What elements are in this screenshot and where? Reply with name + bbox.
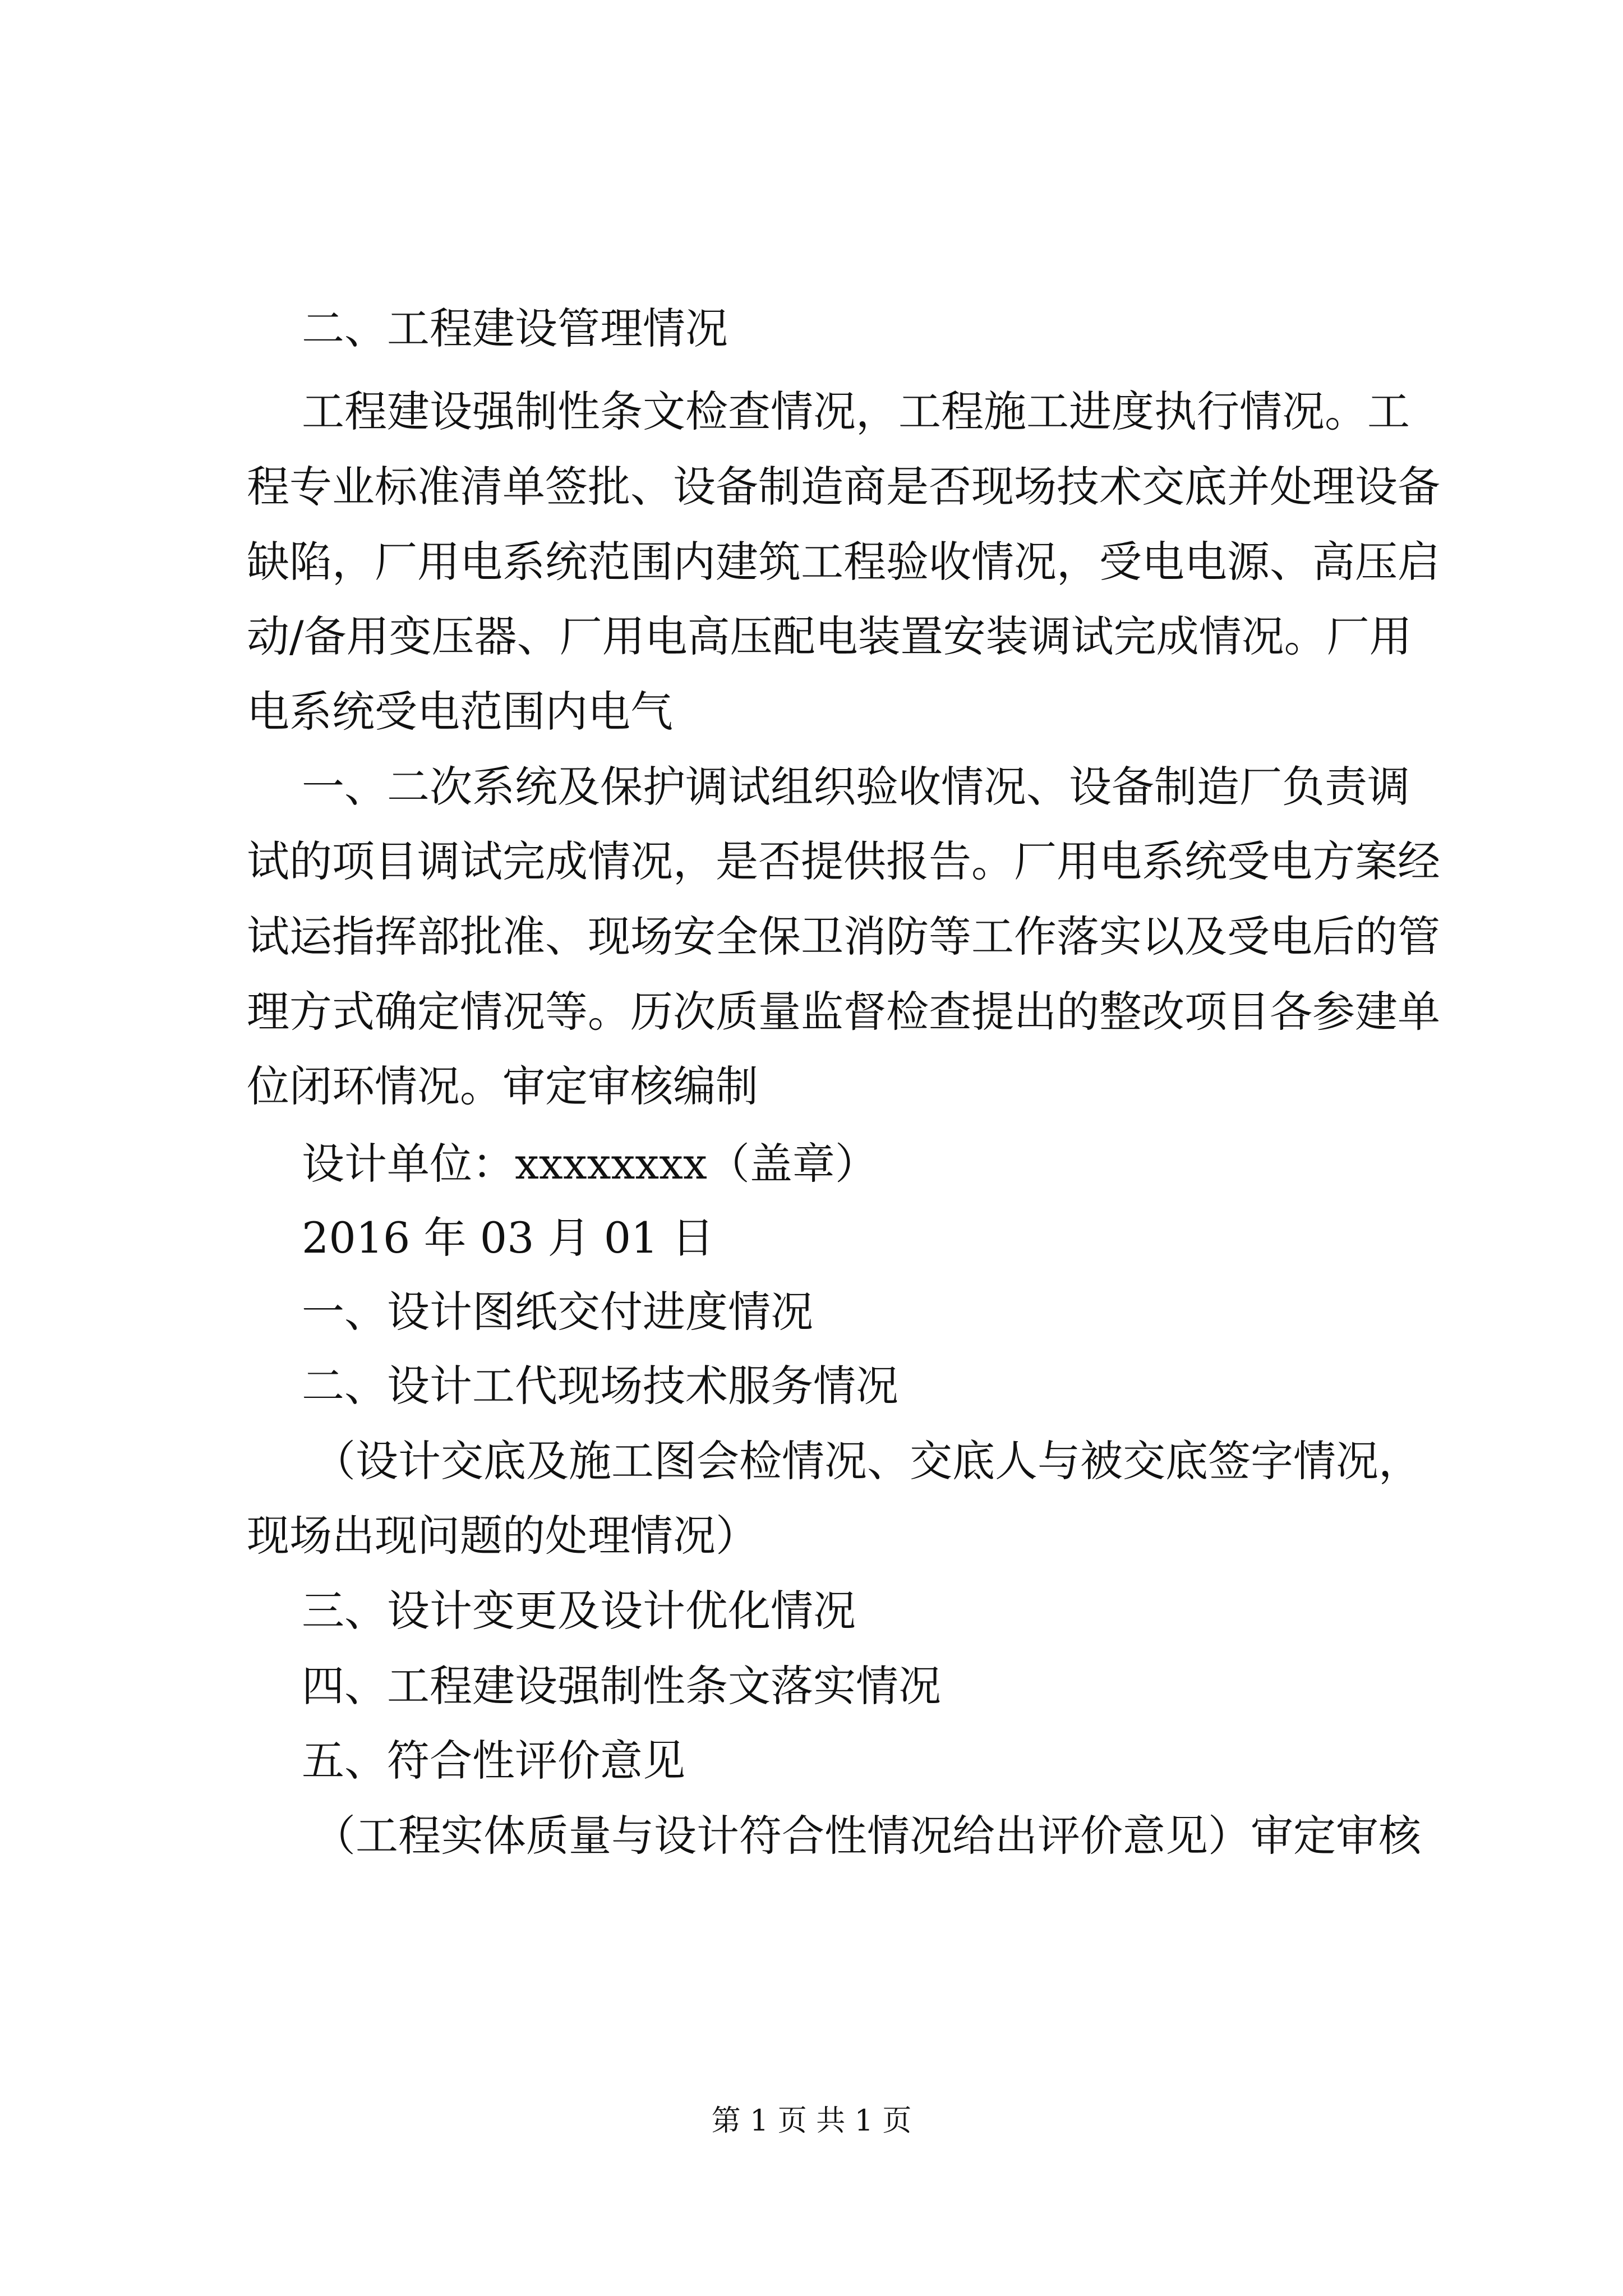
page-number-label: 第 1 页 共 1 页 [711,2104,912,2138]
section-heading: 三、设计变更及设计优化情况 [302,1586,856,1636]
paragraph-line: 工程建设强制性条文检查情况，工程施工进度执行情况。工 [302,386,1410,436]
design-unit-line: 设计单位：xxxxxxxx（盖章） [302,1139,878,1189]
paragraph-line: 现场出现问题的处理情况） [247,1511,758,1561]
date-line: 2016 年 03 月 01 日 [302,1213,714,1263]
paragraph-line: 理方式确定情况等。历次质量监督检查提出的整改项目各参建单 [247,987,1440,1037]
paragraph-line: 程专业标准清单签批、设备制造商是否现场技术交底并处理设备 [247,462,1440,512]
paragraph-line: 一、二次系统及保护调试组织验收情况、设备制造厂负责调 [302,762,1410,812]
paragraph-line: 试运指挥部批准、现场安全保卫消防等工作落实以及受电后的管 [247,912,1440,961]
section-heading: 五、符合性评价意见 [302,1736,685,1786]
paragraph-line: 缺陷，厂用电系统范围内建筑工程验收情况，受电电源、高压启 [247,537,1440,587]
section-heading: 一、设计图纸交付进度情况 [302,1287,813,1337]
paragraph-line: 动/备用变压器、厂用电高压配电装置安装调试完成情况。厂用 [247,611,1412,661]
page-footer [0,2106,1623,2136]
paragraph-line: 位闭环情况。审定审核编制 [247,1061,758,1111]
section-heading: 二、工程建设管理情况 [302,303,728,353]
section-heading: 四、工程建设强制性条文落实情况 [302,1661,941,1711]
paragraph-line: 试的项目调试完成情况，是否提供报告。厂用电系统受电方案经 [247,836,1440,886]
paragraph-line: （工程实体质量与设计符合性情况给出评价意见）审定审核 [313,1811,1421,1861]
paragraph-line: 电系统受电范围内电气 [247,687,673,737]
paragraph-line: （设计交底及施工图会检情况、交底人与被交底签字情况， [313,1436,1421,1486]
section-heading: 二、设计工代现场技术服务情况 [302,1361,898,1411]
